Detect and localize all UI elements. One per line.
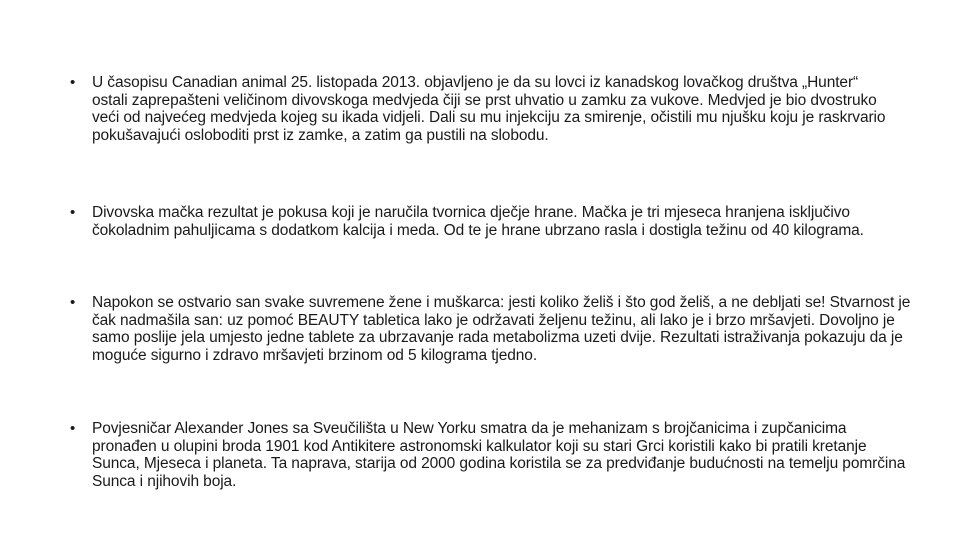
bullet-list [70, 74, 911, 490]
bullet-dot-icon: • [70, 74, 76, 91]
paragraph-text: Divovska mačka rezultat je pokusa koji je naručila tvornica dječje hrane. Mačka je tri mjeseca hranjena isključivo čokoladnim pahuljicama s dodatkom kalcija i meda. Od te je hrane ubrzano rasla i dostigla težinu od 40 kilograma. [92, 204, 864, 239]
bullet-item-antikythera [70, 420, 912, 490]
bullet-dot-icon: • [70, 204, 76, 221]
bullet-item-beauty-pills [70, 294, 912, 364]
bullet-dot-icon: • [70, 294, 76, 311]
bullet-dot-icon: • [70, 420, 76, 437]
paragraph-text: U časopisu Canadian animal 25. listopada 2013. objavljeno je da su lovci iz kanadskog lovačkog društva „Hunter“ ostali zaprepašteni veličinom divovskoga medvjeda čiji se prst uhvatio u zamku za vukove. Medvjed je bio dvostruko veći od najvećeg medvjeda kojeg su ikada vidjeli. Dali su mu injekciju za smirenje, očistili mu njušku koju je raskrvario pokušavajući osloboditi prst iz zamke, a zatim ga pustili na slobodu. [92, 74, 886, 144]
bullet-item-canadian-bear [70, 74, 890, 144]
bullet-item-giant-cat [70, 204, 912, 239]
paragraph-text: Povjesničar Alexander Jones sa Sveučilišta u New Yorku smatra da je mehanizam s brojčanicima i zupčanicima pronađen u olupini broda 1901 kod Antikitere astronomski kalkulator koji su stari Grci koristili kako bi pratili kretanje Sunca, Mjeseca i planeta. Ta naprava, starija od 2000 godina koristila se za predviđanje budućnosti na temelju pomrčina Sunca i njihovih boja. [92, 420, 906, 490]
paragraph-text: Napokon se ostvario san svake suvremene žene i muškarca: jesti koliko želiš i što god želiš, a ne debljati se! Stvarnost je čak nadmašila san: uz pomoć BEAUTY tabletica lako je održavati željenu težinu, ali lako je i brzo mršavjeti. Dovoljno je samo poslije jela umjesto jedne tablete za ubrzavanje rada metabolizma uzeti dvije. Rezultati istraživanja pokazuju da je moguće sigurno i zdravo mršavjeti brzinom od 5 kilograma tjedno. [92, 294, 911, 364]
